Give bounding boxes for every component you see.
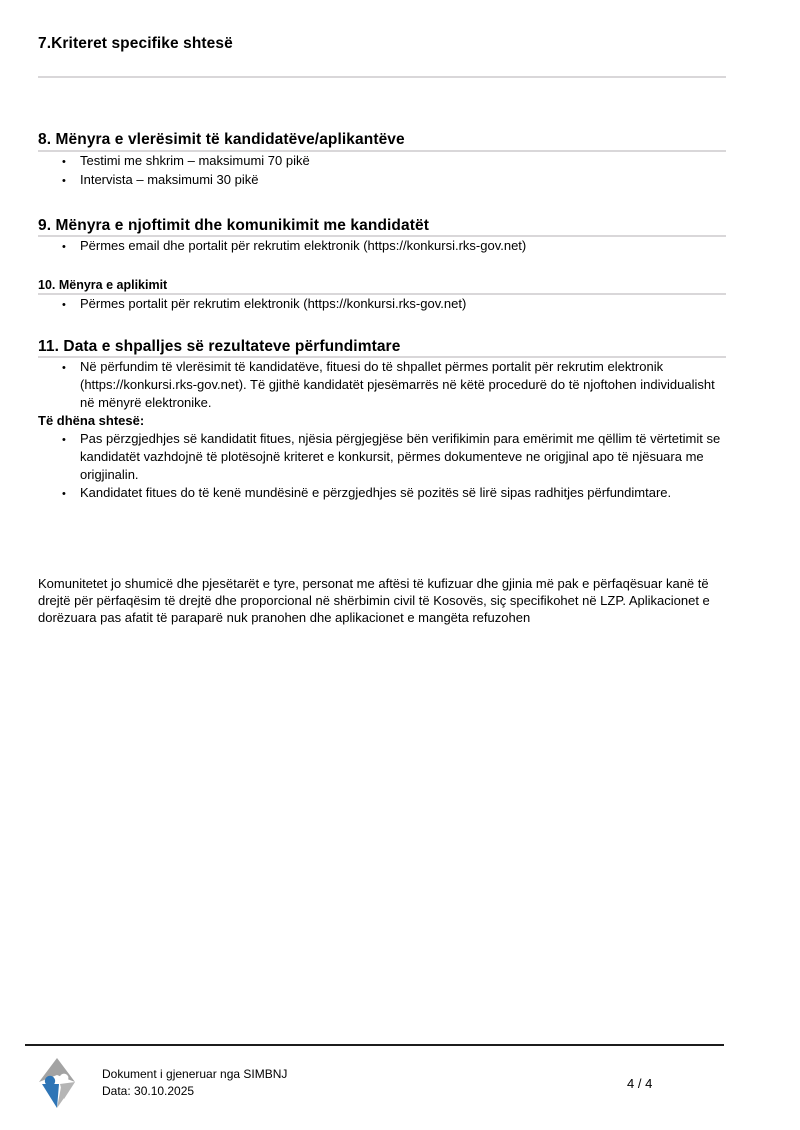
bullet-marker <box>62 430 80 484</box>
additional-info-list <box>38 430 726 503</box>
section-11-list <box>38 358 726 412</box>
list-item <box>62 430 726 484</box>
section-8-list <box>38 152 726 190</box>
list-item-text: Intervista – maksimumi 30 pikë <box>80 172 259 187</box>
section-7-divider <box>38 76 726 78</box>
list-item <box>62 484 726 503</box>
footer-generated-by: Dokument i gjeneruar nga SIMBNJ <box>102 1067 288 1081</box>
list-item-text: Testimi me shkrim – maksimumi 70 pikë <box>80 153 310 168</box>
bullet-marker <box>62 358 80 412</box>
list-item-text: Përmes email dhe portalit për rekrutim elektronik (https://konkursi.rks-gov.net) <box>80 238 527 253</box>
bullet-marker <box>62 295 80 314</box>
bullet-marker <box>62 237 80 256</box>
list-item-text: Përmes portalit për rekrutim elektronik (https://konkursi.rks-gov.net) <box>80 296 467 311</box>
section-10-list <box>38 295 726 314</box>
section-9-title: 9. Mënyra e njoftimit dhe komunikimit me kandidatët <box>38 217 429 234</box>
footer-divider <box>25 1044 724 1046</box>
bullet-marker <box>62 484 80 503</box>
list-item-text: Kandidatet fitues do të kenë mundësinë e përzgjedhjes së pozitës së lirë sipas radhitjes përfundimtare. <box>80 485 672 500</box>
section-8-title: 8. Mënyra e vlerësimit të kandidatëve/aplikantëve <box>38 131 405 148</box>
section-9-list <box>38 237 726 256</box>
list-item-text: Pas përzgjedhjes së kandidatit fitues, njësia përgjegjëse bën verifikimin para emërimit me qëllim të vërtetimit se kandidatët vazhdojnë të plotësojnë kriteret e konkursit, përmes dokumenteve ne origjinal apo të njësuara me origjinalin. <box>80 431 721 482</box>
list-item <box>62 152 726 171</box>
list-item <box>62 171 726 190</box>
section-7-title: 7.Kriteret specifike shtesë <box>38 35 233 52</box>
section-10-title: 10. Mënyra e aplikimit <box>38 278 168 292</box>
list-item <box>62 237 726 256</box>
simbnj-logo-icon <box>34 1058 80 1108</box>
section-11-title: 11. Data e shpalljes së rezultateve përfundimtare <box>38 338 401 355</box>
list-item-text: Në përfundim të vlerësimit të kandidatëve, fituesi do të shpallet përmes portalit për rekrutim elektronik (https://konkursi.rks-gov.net). Të gjithë kandidatët pjesëmarrës në këtë procedurë do të njoftohen individualisht në mënyrë elektronike. <box>80 359 715 410</box>
closing-paragraph: Komunitetet jo shumicë dhe pjesëtarët e tyre, personat me aftësi të kufizuar dhe gjinia më pak e përfaqësuar kanë të drejtë për përfaqësim të drejtë dhe proporcional në shërbimin civil të Kosovës, siç specifikohet në LZP. Aplikacionet e dorëzuara pas afatit të paraparë nuk pranohen dhe aplikacionet e mangëta refuzohen <box>38 576 710 625</box>
page-number: 4 / 4 <box>627 1076 653 1091</box>
bullet-marker <box>62 171 80 190</box>
bullet-marker <box>62 152 80 171</box>
footer-text-block <box>102 1066 287 1100</box>
list-item <box>62 358 726 412</box>
list-item <box>62 295 726 314</box>
footer-date: Data: 30.10.2025 <box>102 1084 195 1098</box>
additional-info-title: Të dhëna shtesë: <box>38 413 145 428</box>
